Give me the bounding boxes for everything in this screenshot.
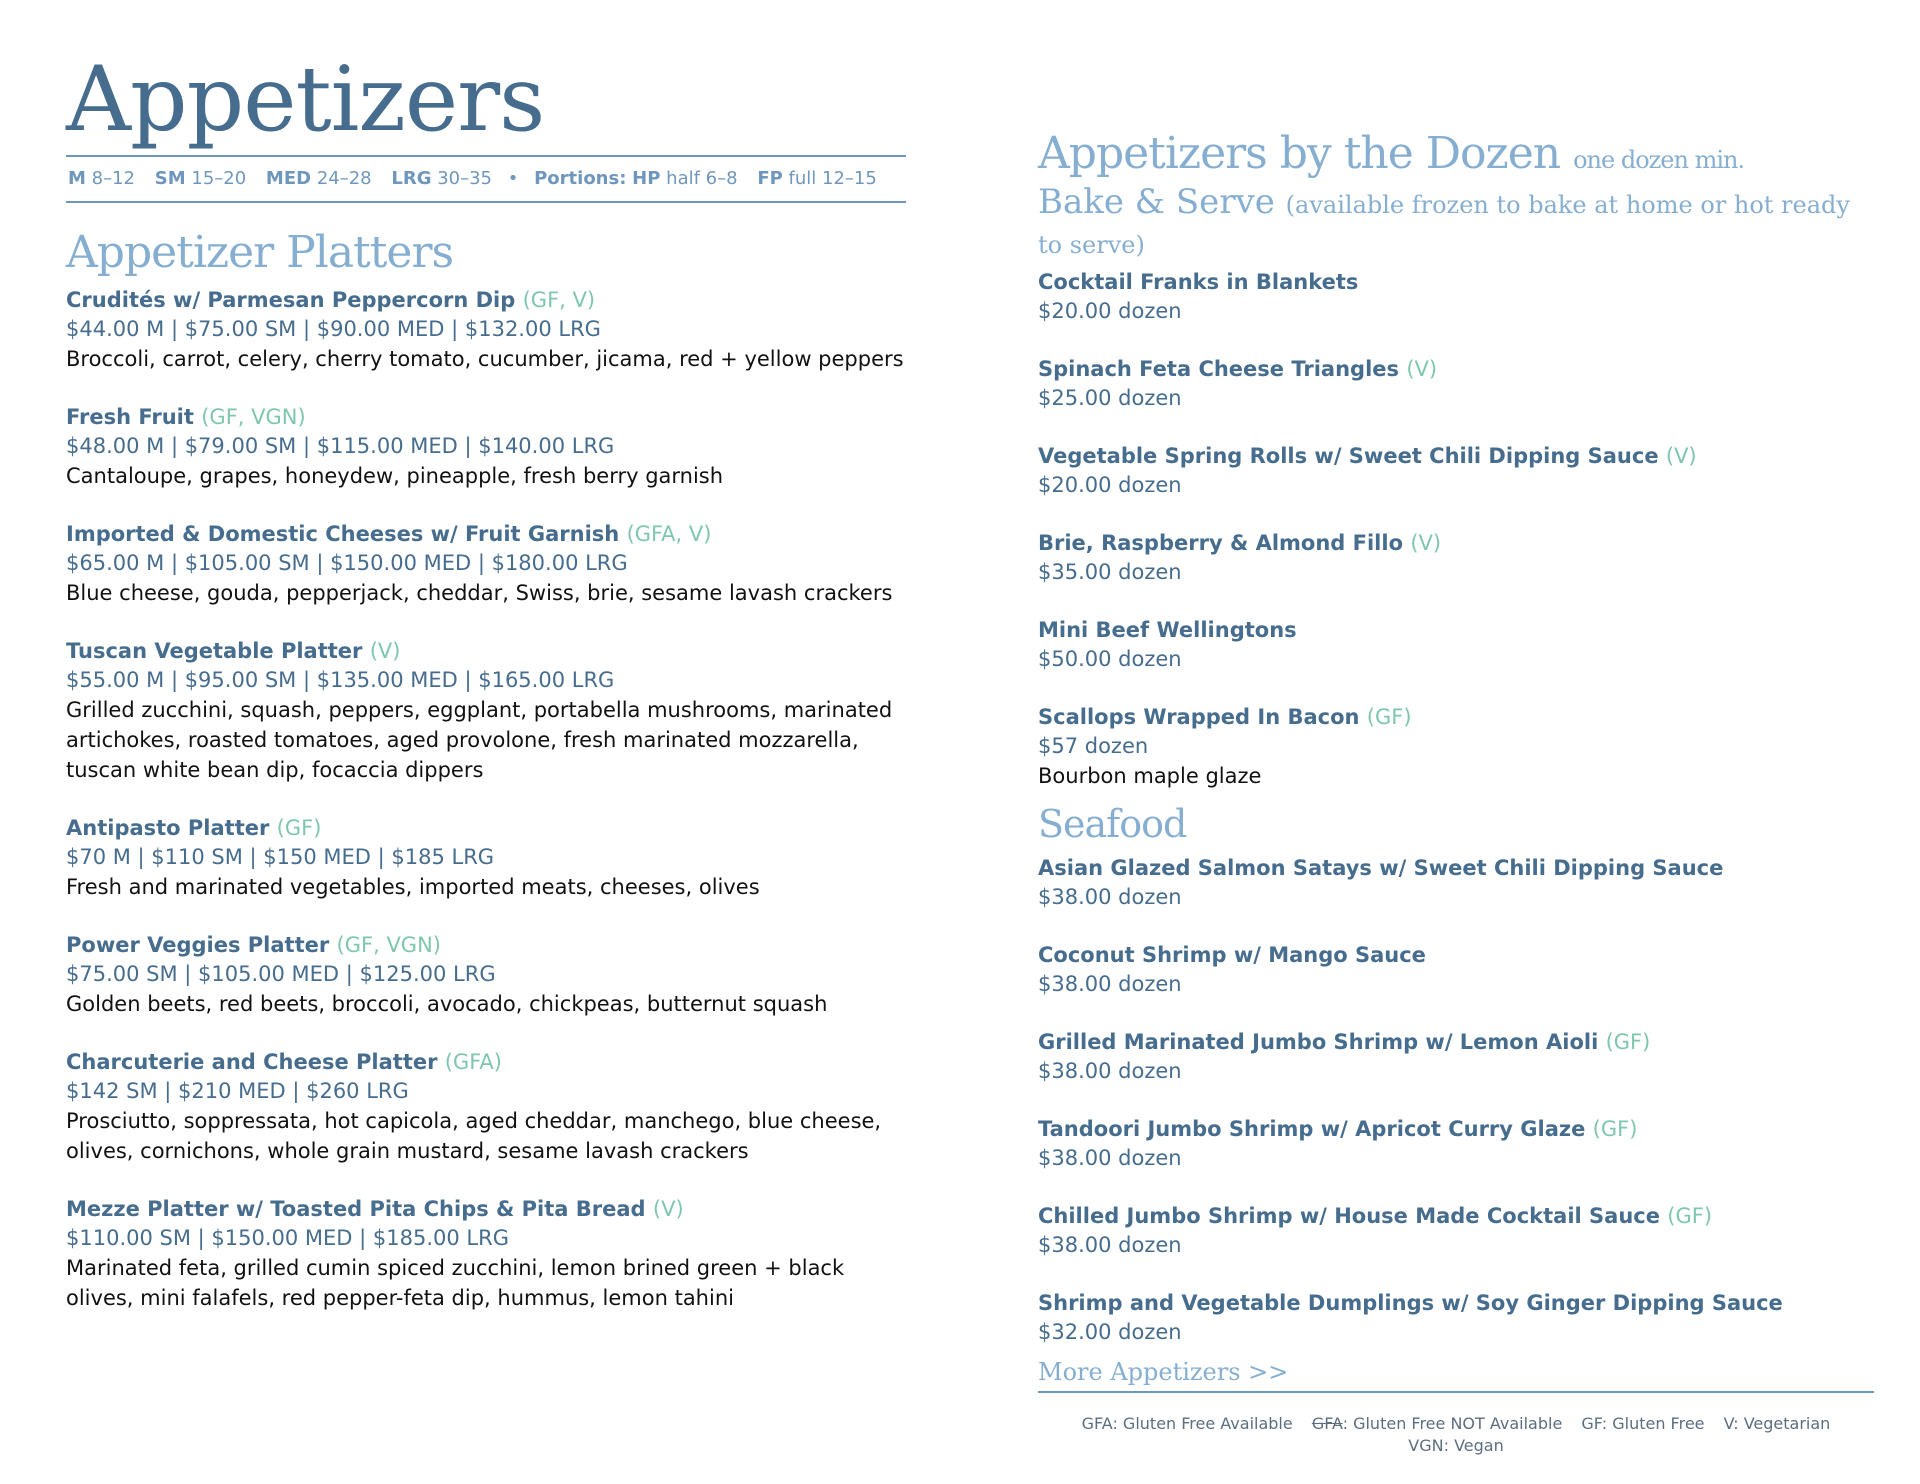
item-name: Crudités w/ Parmesan Peppercorn Dip (66, 288, 516, 312)
size-range: 8–12 (91, 168, 136, 189)
item-price: $25.00 dozen (1038, 386, 1182, 410)
item-name: Spinach Feta Cheese Triangles (1038, 357, 1400, 381)
diet-tags: (GF, V) (522, 288, 596, 312)
diet-tags: (GF, VGN) (201, 405, 306, 429)
section-title-dozen (1038, 128, 1874, 186)
menu-item (1038, 1202, 1874, 1260)
item-name: Tandoori Jumbo Shrimp w/ Apricot Curry Glaze (1038, 1117, 1586, 1141)
menu-item (1038, 1289, 1874, 1347)
seafood-list (1038, 854, 1874, 1347)
item-name: Asian Glazed Salmon Satays w/ Sweet Chili Dipping Sauce (1038, 856, 1724, 880)
diet-tags: (V) (369, 639, 401, 663)
dozen-title: Appetizers by the Dozen (1038, 128, 1561, 179)
portion-word: full (788, 168, 817, 189)
diet-tags: (V) (1410, 531, 1442, 555)
more-appetizers-link[interactable]: More Appetizers >> (1038, 1358, 1289, 1386)
item-description: Fresh and marinated vegetables, imported meats, cheeses, olives (66, 875, 760, 899)
legend-gf: GF: Gluten Free (1581, 1414, 1705, 1433)
item-description: Cantaloupe, grapes, honeydew, pineapple, fresh berry garnish (66, 464, 724, 488)
item-price: $32.00 dozen (1038, 1320, 1182, 1344)
item-price: $20.00 dozen (1038, 473, 1182, 497)
menu-item (1038, 616, 1874, 674)
diet-tags: (GF) (1667, 1204, 1713, 1228)
size-code: M (68, 168, 86, 189)
left-column (66, 47, 906, 1342)
item-description: Blue cheese, gouda, pepperjack, cheddar, Swiss, brie, sesame lavash crackers (66, 581, 893, 605)
size-legend (66, 157, 906, 201)
portion-range: 6–8 (705, 168, 738, 189)
platter-list (66, 286, 906, 1313)
item-price: $35.00 dozen (1038, 560, 1182, 584)
diet-tags: (GF, VGN) (336, 933, 441, 957)
menu-item (1038, 529, 1874, 587)
item-description: Golden beets, red beets, broccoli, avocado, chickpeas, butternut squash (66, 992, 828, 1016)
item-price: $55.00 M | $95.00 SM | $135.00 MED | $165.00 LRG (66, 668, 615, 692)
diet-tags: (GF) (1366, 705, 1412, 729)
item-name: Shrimp and Vegetable Dumplings w/ Soy Ginger Dipping Sauce (1038, 1291, 1783, 1315)
item-price: $70 M | $110 SM | $150 MED | $185 LRG (66, 845, 495, 869)
item-name: Mini Beef Wellingtons (1038, 618, 1297, 642)
item-price: $38.00 dozen (1038, 1059, 1182, 1083)
item-price: $38.00 dozen (1038, 1146, 1182, 1170)
menu-item (1038, 941, 1874, 999)
item-name: Cocktail Franks in Blankets (1038, 270, 1359, 294)
bullet-separator: • (507, 168, 519, 189)
legend-gfa-not-available (1312, 1414, 1562, 1433)
item-name: Vegetable Spring Rolls w/ Sweet Chili Dipping Sauce (1038, 444, 1659, 468)
item-price: $142 SM | $210 MED | $260 LRG (66, 1079, 409, 1103)
diet-tags: (V) (1406, 357, 1438, 381)
menu-item (1038, 268, 1874, 326)
portion-code: FP (757, 168, 783, 189)
item-price: $57 dozen (1038, 734, 1149, 758)
item-price: $38.00 dozen (1038, 885, 1182, 909)
menu-item (1038, 355, 1874, 413)
diet-tags: (GF) (1592, 1117, 1638, 1141)
right-column (1038, 128, 1874, 1457)
diet-tags: (GF) (1605, 1030, 1651, 1054)
portion-code: HP (632, 168, 661, 189)
section-title-platters: Appetizer Platters (66, 227, 454, 278)
item-name: Grilled Marinated Jumbo Shrimp w/ Lemon Aioli (1038, 1030, 1599, 1054)
menu-item (1038, 1115, 1874, 1173)
diet-tags: (V) (1665, 444, 1697, 468)
item-name: Power Veggies Platter (66, 933, 330, 957)
size-code: SM (154, 168, 186, 189)
bake-serve-heading (1038, 182, 1874, 262)
item-name: Fresh Fruit (66, 405, 194, 429)
legend-gfa: GFA: Gluten Free Available (1081, 1414, 1293, 1433)
portion-range: 12–15 (822, 168, 877, 189)
item-description: Bourbon maple glaze (1038, 764, 1262, 788)
item-price: $65.00 M | $105.00 SM | $150.00 MED | $180.00 LRG (66, 551, 628, 575)
menu-item (66, 931, 906, 1019)
portions-label: Portions: (534, 168, 627, 189)
item-price: $75.00 SM | $105.00 MED | $125.00 LRG (66, 962, 496, 986)
menu-item (66, 286, 906, 374)
item-description: Broccoli, carrot, celery, cherry tomato, cucumber, jicama, red + yellow peppers (66, 347, 904, 371)
size-range: 15–20 (191, 168, 247, 189)
menu-item (1038, 1028, 1874, 1086)
bake-title: Bake & Serve (1038, 182, 1275, 222)
item-description: Grilled zucchini, squash, peppers, eggplant, portabella mushrooms, marinated artichokes, roasted tomatoes, aged provolone, fresh marinated mozzarella, tuscan white bean dip, focaccia dippers (66, 698, 893, 782)
diet-legend (1038, 1413, 1874, 1457)
menu-item (66, 1048, 906, 1166)
item-name: Tuscan Vegetable Platter (66, 639, 363, 663)
item-price: $50.00 dozen (1038, 647, 1182, 671)
item-price: $38.00 dozen (1038, 972, 1182, 996)
size-code: MED (265, 168, 312, 189)
item-price: $110.00 SM | $150.00 MED | $185.00 LRG (66, 1226, 509, 1250)
legend-gfa-not-available-text: : Gluten Free NOT Available (1342, 1414, 1563, 1433)
item-name: Charcuterie and Cheese Platter (66, 1050, 438, 1074)
menu-item (66, 403, 906, 491)
section-title-seafood: Seafood (1038, 802, 1187, 846)
menu-item (1038, 854, 1874, 912)
item-name: Brie, Raspberry & Almond Fillo (1038, 531, 1403, 555)
menu-item (66, 520, 906, 608)
dozen-minimum-note: one dozen min. (1573, 146, 1745, 174)
item-description: Marinated feta, grilled cumin spiced zucchini, lemon brined green + black olives, mini falafels, red pepper-feta dip, hummus, lemon tahini (66, 1256, 845, 1310)
menu-item (1038, 442, 1874, 500)
item-name: Mezze Platter w/ Toasted Pita Chips & Pita Bread (66, 1197, 646, 1221)
page-title: Appetizers (66, 47, 545, 152)
item-name: Antipasto Platter (66, 816, 270, 840)
bake-note: (available frozen to bake at home or hot ready to serve) (1038, 191, 1850, 259)
item-price: $48.00 M | $79.00 SM | $115.00 MED | $140.00 LRG (66, 434, 615, 458)
legend-vgn: VGN: Vegan (1408, 1436, 1504, 1455)
size-range: 24–28 (316, 168, 372, 189)
menu-item (66, 814, 906, 902)
size-code: LRG (391, 168, 432, 189)
item-price: $20.00 dozen (1038, 299, 1182, 323)
item-name: Scallops Wrapped In Bacon (1038, 705, 1360, 729)
item-name: Imported & Domestic Cheeses w/ Fruit Garnish (66, 522, 620, 546)
item-description: Prosciutto, soppressata, hot capicola, aged cheddar, manchego, blue cheese, olives, cornichons, whole grain mustard, sesame lavash crackers (66, 1109, 882, 1163)
diet-tags: (GFA, V) (626, 522, 712, 546)
menu-item (1038, 703, 1874, 791)
item-name: Coconut Shrimp w/ Mango Sauce (1038, 943, 1426, 967)
item-price: $38.00 dozen (1038, 1233, 1182, 1257)
legend-v: V: Vegetarian (1723, 1414, 1831, 1433)
diet-tags: (GFA) (444, 1050, 502, 1074)
size-range: 30–35 (437, 168, 493, 189)
diet-tags: (V) (652, 1197, 684, 1221)
diet-tags: (GF) (276, 816, 322, 840)
legend-gfa-strike-code: GFA (1311, 1414, 1343, 1433)
divider (1038, 1391, 1874, 1393)
dozen-list (1038, 268, 1874, 791)
item-price: $44.00 M | $75.00 SM | $90.00 MED | $132.00 LRG (66, 317, 601, 341)
portion-word: half (666, 168, 700, 189)
item-name: Chilled Jumbo Shrimp w/ House Made Cocktail Sauce (1038, 1204, 1660, 1228)
divider (66, 201, 906, 203)
menu-item (66, 637, 906, 785)
menu-item (66, 1195, 906, 1313)
